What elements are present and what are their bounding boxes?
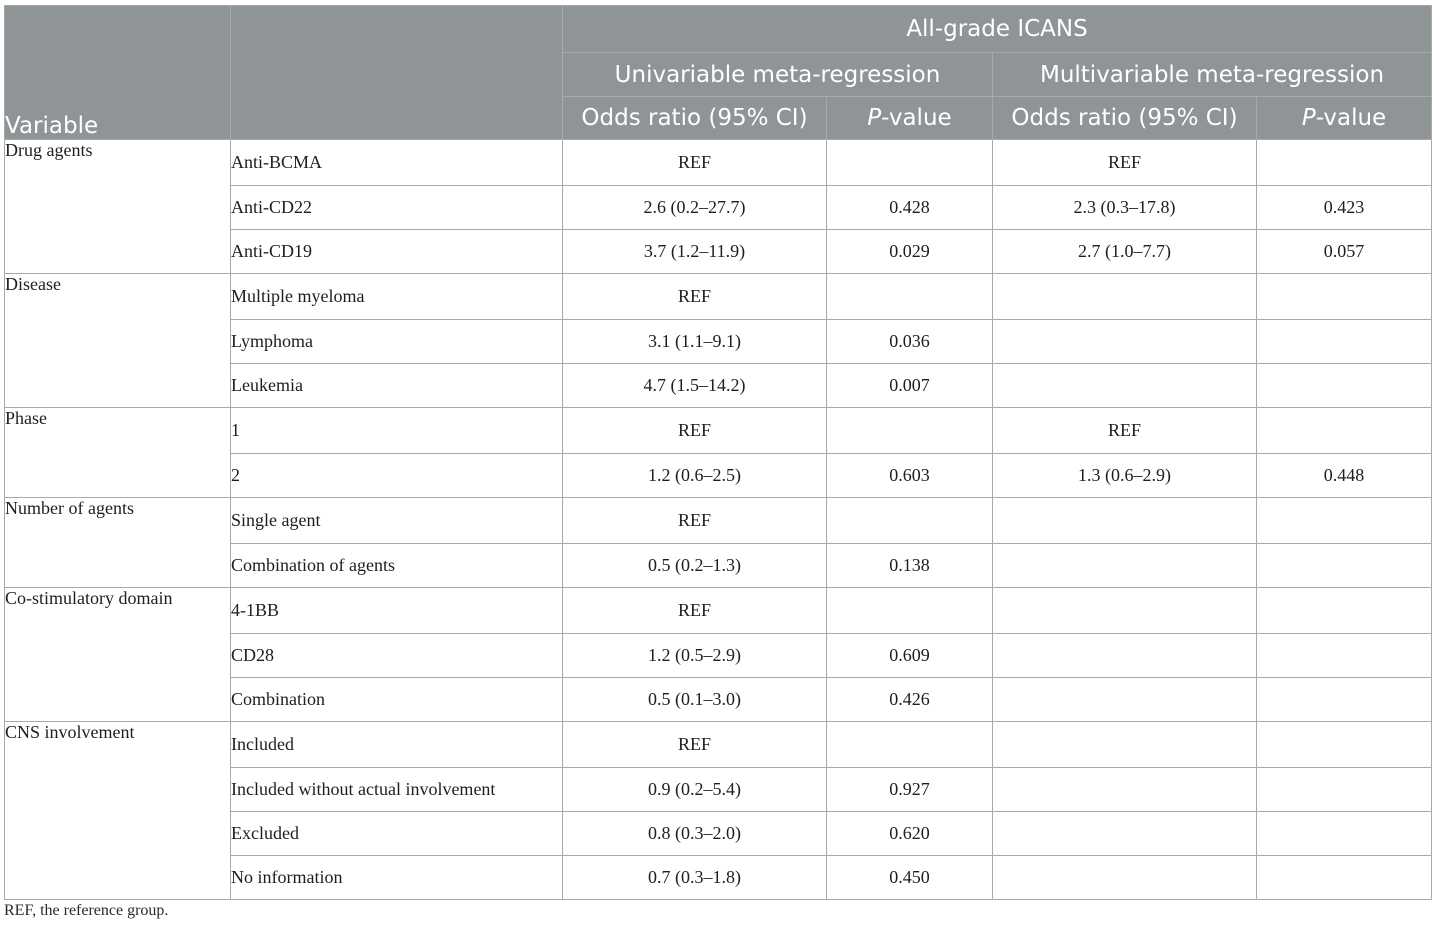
multi-odds-ratio-cell: 2.3 (0.3–17.8) — [993, 186, 1257, 230]
level-cell: Single agent — [231, 498, 563, 544]
level-cell: Included without actual involvement — [231, 768, 563, 812]
multi-odds-ratio-cell — [993, 634, 1257, 678]
multi-p-value-cell — [1257, 498, 1432, 544]
table-header — [5, 6, 1432, 140]
multi-p-value-cell: 0.057 — [1257, 230, 1432, 274]
multi-p-value-cell — [1257, 768, 1432, 812]
table-row — [5, 274, 1432, 320]
uni-p-value-header — [827, 97, 993, 140]
multi-odds-ratio-header: Odds ratio (95% CI) — [993, 97, 1257, 140]
variable-cell: Disease — [5, 274, 231, 408]
variable-cell: Number of agents — [5, 498, 231, 588]
multi-p-value-cell — [1257, 364, 1432, 408]
multi-p-value-cell — [1257, 722, 1432, 768]
footnote: REF, the reference group. — [4, 902, 169, 919]
table-row — [5, 140, 1432, 186]
multi-p-value-header — [1257, 97, 1432, 140]
p-italic: P — [1301, 105, 1316, 131]
level-cell: No information — [231, 856, 563, 900]
uni-p-value-cell: 0.927 — [827, 768, 993, 812]
multi-odds-ratio-cell — [993, 722, 1257, 768]
uni-odds-ratio-cell: REF — [563, 274, 827, 320]
table-row — [5, 408, 1432, 454]
uni-odds-ratio-cell: REF — [563, 498, 827, 544]
uni-odds-ratio-cell: REF — [563, 722, 827, 768]
multi-p-value-cell — [1257, 812, 1432, 856]
uni-odds-ratio-cell: 2.6 (0.2–27.7) — [563, 186, 827, 230]
uni-p-value-cell — [827, 498, 993, 544]
variable-cell: Co-stimulatory domain — [5, 588, 231, 722]
level-cell: 2 — [231, 454, 563, 498]
uni-p-value-cell — [827, 140, 993, 186]
multivariable-header: Multivariable meta-regression — [993, 53, 1432, 97]
variable-column-header: Variable — [5, 6, 231, 140]
uni-odds-ratio-cell: 0.9 (0.2–5.4) — [563, 768, 827, 812]
uni-p-value-cell: 0.620 — [827, 812, 993, 856]
multi-p-value-cell — [1257, 544, 1432, 588]
multi-odds-ratio-cell — [993, 812, 1257, 856]
multi-p-value-cell — [1257, 140, 1432, 186]
uni-p-value-cell — [827, 408, 993, 454]
level-cell: Anti-BCMA — [231, 140, 563, 186]
multi-odds-ratio-cell — [993, 498, 1257, 544]
uni-odds-ratio-cell: 0.8 (0.3–2.0) — [563, 812, 827, 856]
group-header: All-grade ICANS — [563, 6, 1432, 53]
multi-p-value-cell — [1257, 856, 1432, 900]
multi-p-value-cell: 0.448 — [1257, 454, 1432, 498]
level-cell: Lymphoma — [231, 320, 563, 364]
multi-odds-ratio-cell — [993, 678, 1257, 722]
multi-p-value-cell: 0.423 — [1257, 186, 1432, 230]
variable-cell: Phase — [5, 408, 231, 498]
multi-odds-ratio-cell — [993, 364, 1257, 408]
table-row — [5, 588, 1432, 634]
uni-p-value-cell: 0.609 — [827, 634, 993, 678]
uni-p-value-cell — [827, 274, 993, 320]
uni-odds-ratio-cell: REF — [563, 408, 827, 454]
variable-cell: CNS involvement — [5, 722, 231, 900]
uni-odds-ratio-cell: 0.5 (0.2–1.3) — [563, 544, 827, 588]
uni-p-value-cell — [827, 722, 993, 768]
uni-odds-ratio-cell: 3.7 (1.2–11.9) — [563, 230, 827, 274]
multi-p-value-cell — [1257, 274, 1432, 320]
uni-p-value-cell: 0.029 — [827, 230, 993, 274]
uni-p-value-cell: 0.007 — [827, 364, 993, 408]
multi-p-value-cell — [1257, 408, 1432, 454]
level-cell: Anti-CD19 — [231, 230, 563, 274]
uni-p-value-cell — [827, 588, 993, 634]
uni-p-value-cell: 0.428 — [827, 186, 993, 230]
univariable-header: Univariable meta-regression — [563, 53, 993, 97]
variable-cell: Drug agents — [5, 140, 231, 274]
level-cell: Included — [231, 722, 563, 768]
level-cell: Combination of agents — [231, 544, 563, 588]
multi-odds-ratio-cell — [993, 768, 1257, 812]
multi-odds-ratio-cell: REF — [993, 140, 1257, 186]
multi-odds-ratio-cell: 2.7 (1.0–7.7) — [993, 230, 1257, 274]
multi-p-value-cell — [1257, 678, 1432, 722]
multi-odds-ratio-cell: REF — [993, 408, 1257, 454]
uni-p-value-cell: 0.036 — [827, 320, 993, 364]
table-row — [5, 498, 1432, 544]
multi-odds-ratio-cell — [993, 856, 1257, 900]
level-cell: 1 — [231, 408, 563, 454]
uni-odds-ratio-cell: 0.7 (0.3–1.8) — [563, 856, 827, 900]
uni-p-value-cell: 0.426 — [827, 678, 993, 722]
multi-p-value-cell — [1257, 588, 1432, 634]
table-row — [5, 722, 1432, 768]
multi-odds-ratio-cell — [993, 320, 1257, 364]
multi-odds-ratio-cell — [993, 544, 1257, 588]
level-cell: Combination — [231, 678, 563, 722]
level-cell: Leukemia — [231, 364, 563, 408]
uni-odds-ratio-header: Odds ratio (95% CI) — [563, 97, 827, 140]
p-suffix: -value — [1315, 105, 1387, 131]
uni-odds-ratio-cell: 1.2 (0.6–2.5) — [563, 454, 827, 498]
table-body — [5, 140, 1432, 900]
uni-odds-ratio-cell: 4.7 (1.5–14.2) — [563, 364, 827, 408]
multi-p-value-cell — [1257, 634, 1432, 678]
level-cell: Multiple myeloma — [231, 274, 563, 320]
uni-odds-ratio-cell: 0.5 (0.1–3.0) — [563, 678, 827, 722]
multi-p-value-cell — [1257, 320, 1432, 364]
level-cell: Excluded — [231, 812, 563, 856]
p-suffix: -value — [881, 105, 952, 131]
uni-p-value-cell: 0.603 — [827, 454, 993, 498]
uni-odds-ratio-cell: REF — [563, 140, 827, 186]
uni-p-value-cell: 0.138 — [827, 544, 993, 588]
level-cell: 4-1BB — [231, 588, 563, 634]
uni-odds-ratio-cell: 3.1 (1.1–9.1) — [563, 320, 827, 364]
multi-odds-ratio-cell — [993, 588, 1257, 634]
level-column-header — [231, 6, 563, 140]
multi-odds-ratio-cell: 1.3 (0.6–2.9) — [993, 454, 1257, 498]
uni-odds-ratio-cell: 1.2 (0.5–2.9) — [563, 634, 827, 678]
uni-p-value-cell: 0.450 — [827, 856, 993, 900]
p-italic: P — [867, 105, 882, 131]
regression-table — [4, 5, 1432, 900]
uni-odds-ratio-cell: REF — [563, 588, 827, 634]
level-cell: CD28 — [231, 634, 563, 678]
level-cell: Anti-CD22 — [231, 186, 563, 230]
multi-odds-ratio-cell — [993, 274, 1257, 320]
